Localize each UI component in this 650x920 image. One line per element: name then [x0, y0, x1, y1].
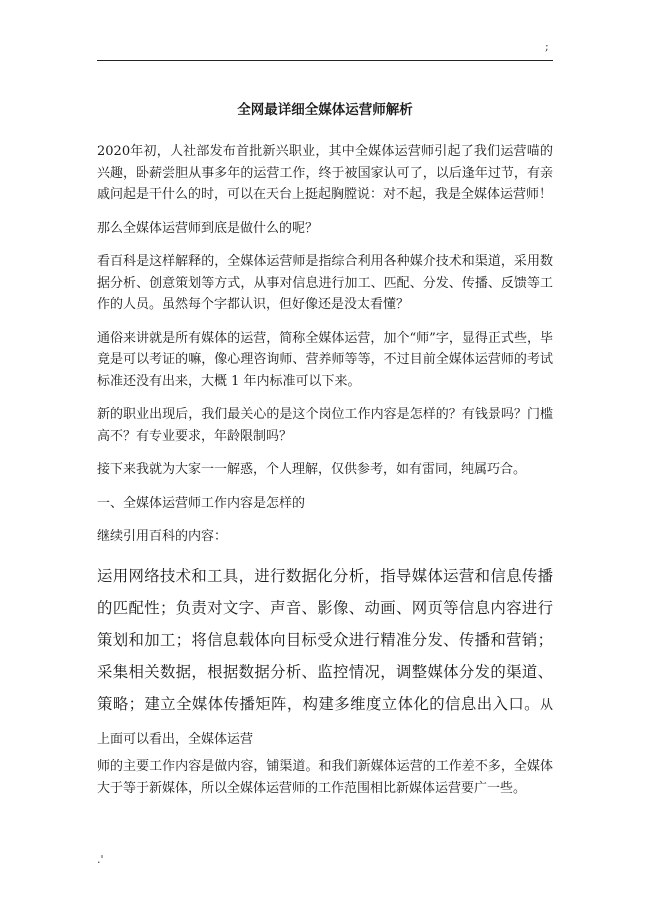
quote-tail-text: 从上面可以看出，全媒体运营 — [97, 697, 553, 747]
section-heading-1: 一、全媒体运营师工作内容是怎样的 — [97, 495, 306, 511]
paragraph-disclaimer: 接下来我就为大家一一解惑，个人理解，仅供参考，如有雷同，纯属巧合。 — [97, 462, 527, 477]
paragraph-definition: 看百科是这样解释的，全媒体运营师是指综合利用各种媒介技术和渠道，采用数据分析、创意策划等方式，从事对信息进行加工、匹配、分发、传播、反馈等工作的人员。虽然每个字都认识，但好像还是没太看懂？ — [97, 254, 553, 312]
paragraph-quote-intro: 继续引用百科的内容： — [97, 529, 228, 544]
paragraph-intro: 2020年初，人社部发布首批新兴职业，其中全媒体运营师引起了我们运营喵的兴趣，卧薪尝胆从事多年的运营工作，终于被国家认可了，以后逢年过节，有亲戚问起是干什么的时，可以在天台上挺起胸膛说：对不起，我是全媒体运营师！ — [97, 144, 553, 202]
document-title: 全网最详细全媒体运营师解析 — [237, 102, 413, 118]
paragraph-concerns: 新的职业出现后，我们最关心的是这个岗位工作内容是怎样的？有钱景吗？门槛高不？有专业要求，年龄限制吗？ — [97, 407, 553, 444]
header-rule — [97, 60, 553, 61]
paragraph-explanation: 通俗来讲就是所有媒体的运营，简称全媒体运营，加个“师”字，显得正式些，毕竟是可以考证的嘛，像心理咨询师、营养师等等，不过目前全媒体运营师的考试标准还没有出来，大概 1 年内标准可以下来。 — [97, 330, 553, 389]
document-body — [97, 101, 553, 800]
paragraph-closing: 师的主要工作内容是做内容，铺渠道。和我们新媒体运营的工作差不多，全媒体大于等于新媒体，所以全媒体运营师的工作范围相比新媒体运营要广一些。 — [97, 758, 553, 796]
quote-block — [97, 560, 553, 756]
paragraph-question: 那么全媒体运营师到底是做什么的呢？ — [97, 220, 319, 236]
header-mark: ; — [545, 40, 549, 53]
footer-mark: .' — [97, 853, 104, 866]
quote-text: 运用网络技术和工具，进行数据化分析，指导媒体运营和信息传播的匹配性；负责对文字、声音、影像、动画、网页等信息内容进行策划和加工；将信息载体向目标受众进行精准分发、传播和营销；采集相关数据，根据数据分析、监控情况，调整媒体分发的渠道、策略；建立全媒体传播矩阵，构建多维度立体化的信息出入口。 — [97, 566, 553, 713]
